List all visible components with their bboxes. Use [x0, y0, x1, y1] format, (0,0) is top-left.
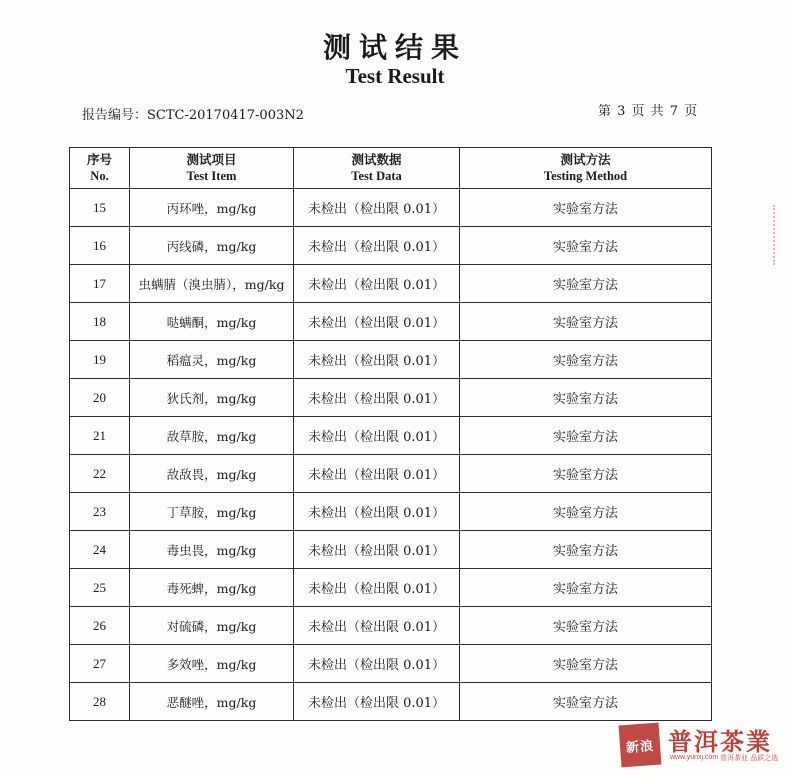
- row-test-data: 未检出（检出限 0.01）: [294, 607, 460, 645]
- row-number: 17: [70, 265, 130, 303]
- row-testing-method: 实验室方法: [460, 645, 712, 683]
- header-no: [70, 148, 130, 189]
- row-test-data: 未检出（检出限 0.01）: [294, 569, 460, 607]
- row-test-item: 敌敌畏，mg/kg: [130, 455, 294, 493]
- table-row: [70, 227, 712, 265]
- table-row: [70, 341, 712, 379]
- table-row: [70, 303, 712, 341]
- row-testing-method: 实验室方法: [460, 189, 712, 227]
- row-test-data: 未检出（检出限 0.01）: [294, 455, 460, 493]
- row-testing-method: 实验室方法: [460, 341, 712, 379]
- row-test-item: 敌草胺，mg/kg: [130, 417, 294, 455]
- table-row: [70, 607, 712, 645]
- header-no-cn: 序号: [86, 152, 112, 167]
- row-test-data: 未检出（检出限 0.01）: [294, 189, 460, 227]
- page-title-english: Test Result: [345, 64, 445, 88]
- row-test-item: 丙线磷，mg/kg: [130, 227, 294, 265]
- row-test-item: 毒死蜱，mg/kg: [130, 569, 294, 607]
- row-testing-method: 实验室方法: [460, 379, 712, 417]
- row-test-item: 毒虫畏，mg/kg: [130, 531, 294, 569]
- row-testing-method: 实验室方法: [460, 303, 712, 341]
- watermark-logo: [618, 720, 786, 770]
- row-test-data: 未检出（检出限 0.01）: [294, 645, 460, 683]
- margin-stamp-mark: [773, 205, 781, 265]
- row-number: 27: [70, 645, 130, 683]
- header-test-item-en: Test Item: [186, 169, 237, 183]
- header-no-en: No.: [90, 169, 109, 183]
- row-test-data: 未检出（检出限 0.01）: [294, 227, 460, 265]
- row-test-item: 丙环唑，mg/kg: [130, 189, 294, 227]
- table-row: [70, 645, 712, 683]
- row-number: 24: [70, 531, 130, 569]
- row-test-data: 未检出（检出限 0.01）: [294, 303, 460, 341]
- header-test-data-cn: 测试数据: [351, 152, 402, 167]
- row-number: 23: [70, 493, 130, 531]
- header-test-item: [130, 148, 294, 189]
- watermark-url: www.yunxj.com: [670, 754, 719, 761]
- table-row: [70, 569, 712, 607]
- row-test-data: 未检出（检出限 0.01）: [294, 531, 460, 569]
- row-number: 26: [70, 607, 130, 645]
- row-number: 18: [70, 303, 130, 341]
- row-test-item: 多效唑，mg/kg: [130, 645, 294, 683]
- table-row: [70, 531, 712, 569]
- row-number: 19: [70, 341, 130, 379]
- row-test-data: 未检出（检出限 0.01）: [294, 417, 460, 455]
- row-test-data: 未检出（检出限 0.01）: [294, 265, 460, 303]
- row-testing-method: 实验室方法: [460, 531, 712, 569]
- row-test-item: 恶醚唑，mg/kg: [130, 683, 294, 721]
- row-number: 21: [70, 417, 130, 455]
- row-test-item: 虫螨腈（溴虫腈），mg/kg: [130, 265, 294, 303]
- row-number: 20: [70, 379, 130, 417]
- header-testing-method-cn: 测试方法: [560, 152, 611, 167]
- table-row: [70, 455, 712, 493]
- row-test-item: 对硫磷，mg/kg: [130, 607, 294, 645]
- row-testing-method: 实验室方法: [460, 607, 712, 645]
- row-testing-method: 实验室方法: [460, 493, 712, 531]
- watermark-subtitle: 普洱茶业 品质之选: [720, 754, 779, 762]
- page-title-chinese: 测试结果: [322, 31, 467, 64]
- watermark-seal: 新浪: [619, 723, 662, 768]
- row-testing-method: 实验室方法: [460, 569, 712, 607]
- row-number: 22: [70, 455, 130, 493]
- row-test-item: 狄氏剂，mg/kg: [130, 379, 294, 417]
- row-number: 28: [70, 683, 130, 721]
- row-test-data: 未检出（检出限 0.01）: [294, 493, 460, 531]
- table-row: [70, 683, 712, 721]
- row-test-data: 未检出（检出限 0.01）: [294, 683, 460, 721]
- header-test-data: [294, 148, 460, 189]
- row-test-item: 丁草胺，mg/kg: [130, 493, 294, 531]
- header-test-item-cn: 测试项目: [186, 152, 237, 167]
- header-testing-method: [460, 148, 712, 189]
- row-test-data: 未检出（检出限 0.01）: [294, 341, 460, 379]
- row-testing-method: 实验室方法: [460, 455, 712, 493]
- table-row: [70, 189, 712, 227]
- table-header-row: [70, 148, 712, 189]
- table-row: [70, 493, 712, 531]
- row-test-item: 哒螨酮，mg/kg: [130, 303, 294, 341]
- table-row: [70, 265, 712, 303]
- row-testing-method: 实验室方法: [460, 683, 712, 721]
- table-body: [70, 189, 712, 721]
- row-test-item: 稻瘟灵，mg/kg: [130, 341, 294, 379]
- row-number: 15: [70, 189, 130, 227]
- header-testing-method-en: Testing Method: [543, 169, 628, 183]
- row-number: 25: [70, 569, 130, 607]
- row-test-data: 未检出（检出限 0.01）: [294, 379, 460, 417]
- row-testing-method: 实验室方法: [460, 227, 712, 265]
- report-number: 报告编号：SCTC-20170417-003N2: [82, 108, 304, 123]
- header-test-data-en: Test Data: [351, 169, 402, 183]
- table-row: [70, 379, 712, 417]
- page-number: 第 3 页 共 7 页: [598, 104, 699, 119]
- table-row: [70, 417, 712, 455]
- row-testing-method: 实验室方法: [460, 265, 712, 303]
- row-number: 16: [70, 227, 130, 265]
- test-result-table: [69, 147, 712, 721]
- watermark-brand: 普洱茶業: [668, 727, 772, 756]
- row-testing-method: 实验室方法: [460, 417, 712, 455]
